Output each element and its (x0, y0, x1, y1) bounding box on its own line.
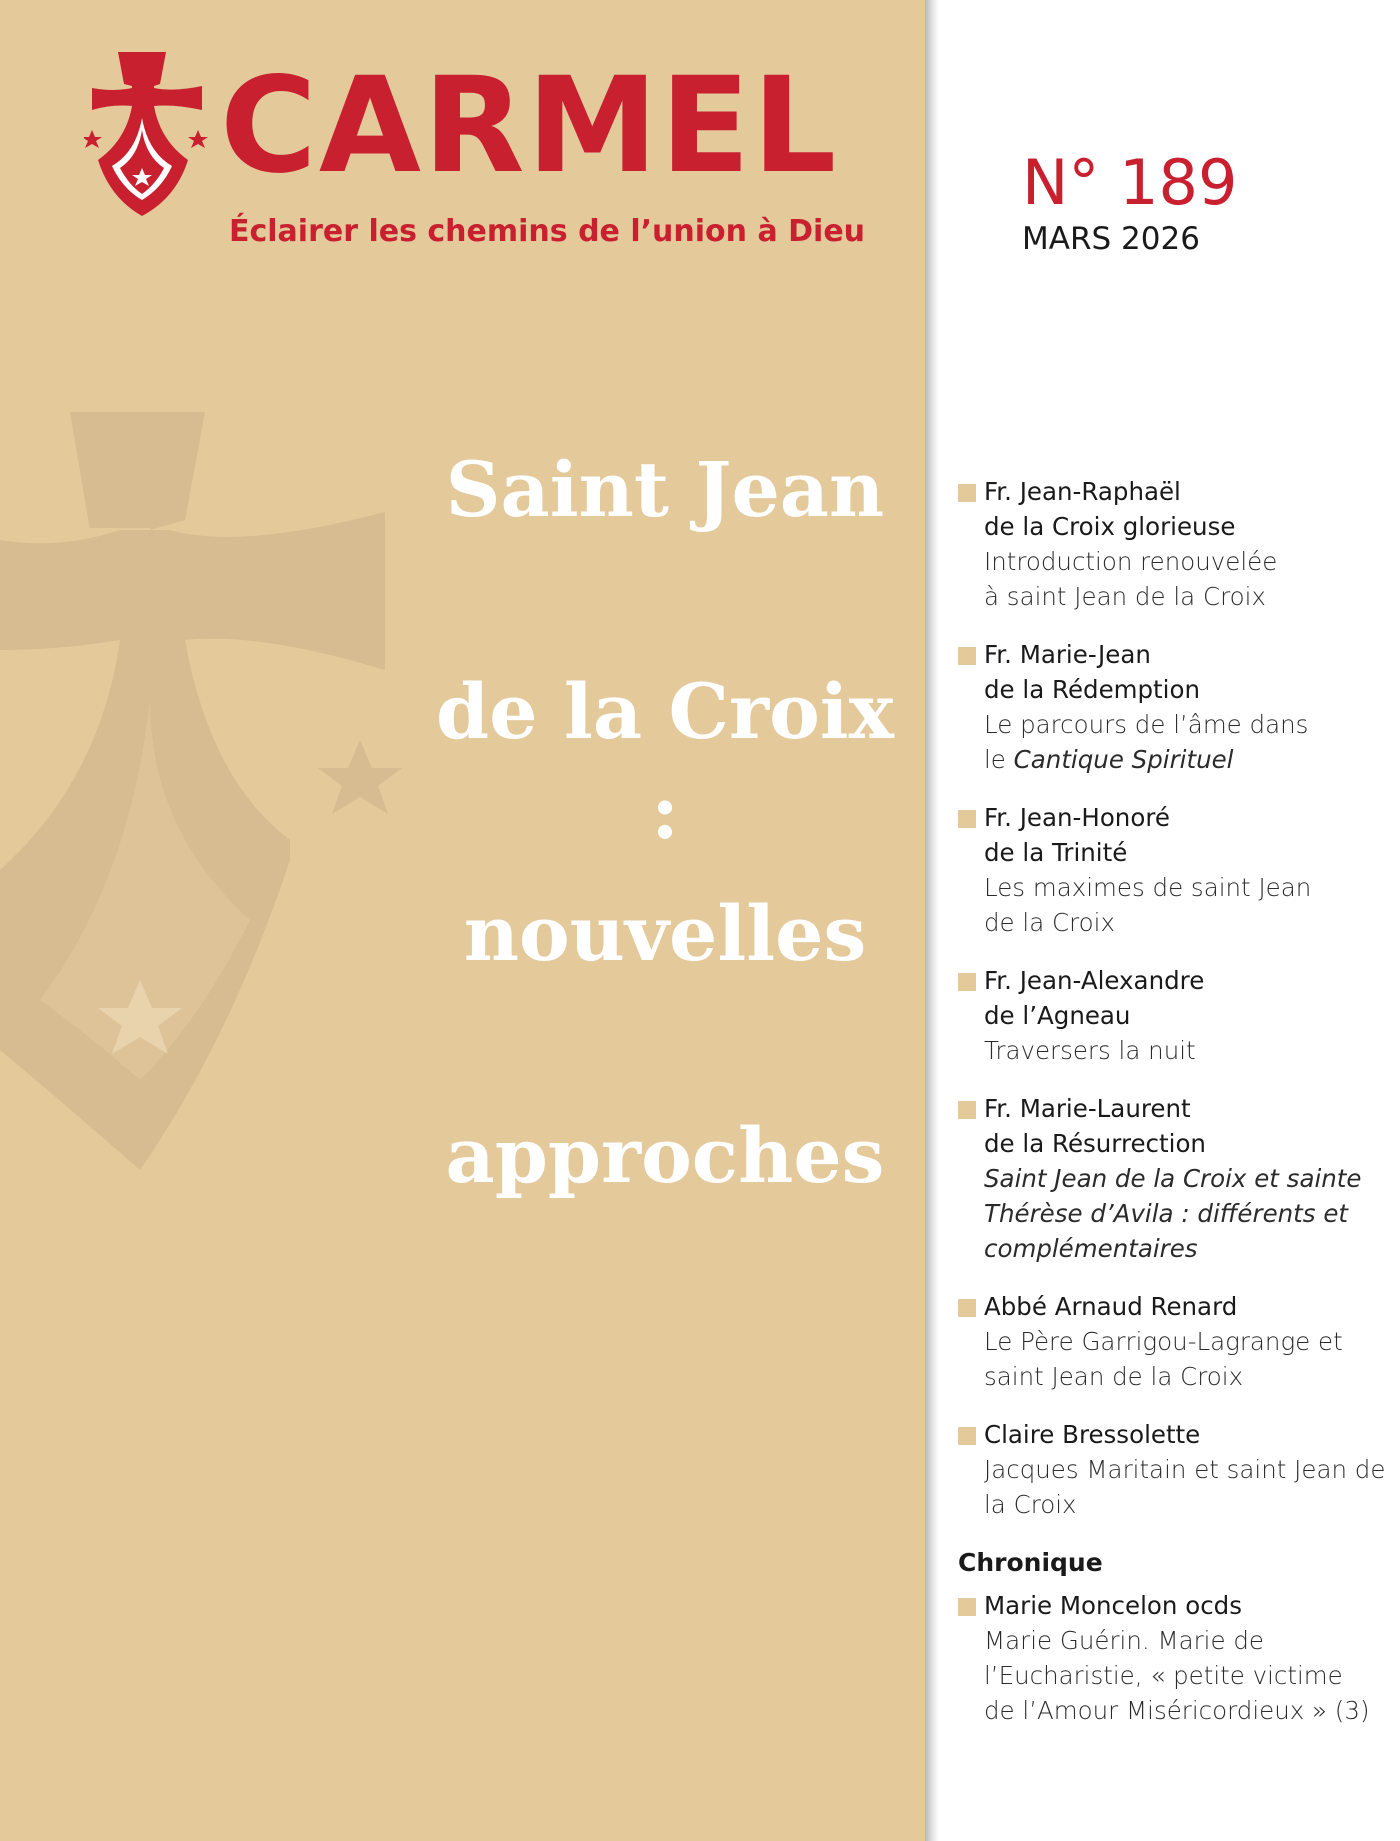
cover-title-line: de la Croix : (436, 667, 894, 856)
cover-title-line: nouvelles (463, 889, 867, 978)
toc-author: de la Croix glorieuse (984, 512, 1236, 541)
square-bullet-icon (958, 647, 976, 665)
toc-article-title: Saint Jean de la Croix et sainte (984, 1164, 1362, 1193)
toc-article-title: Le parcours de l’âme dans (984, 710, 1309, 739)
toc-article-title: Les maximes de saint Jean (984, 873, 1312, 902)
cover-title-line: Saint Jean (445, 445, 885, 534)
toc-article-title: saint Jean de la Croix (984, 1362, 1244, 1391)
toc-article-title: Thérèse d’Avila : différents et (984, 1199, 1349, 1228)
toc-article-title: Marie Guérin. Marie de (984, 1626, 1264, 1655)
toc-article-italic: Cantique Spirituel (1013, 745, 1234, 774)
toc-author: Fr. Marie-Laurent (984, 1094, 1191, 1123)
table-of-contents (958, 474, 1388, 1751)
issue-date: MARS 2026 (1022, 221, 1200, 257)
square-bullet-icon (958, 810, 976, 828)
square-bullet-icon (958, 1427, 976, 1445)
toc-entry (958, 1417, 1388, 1522)
toc-article-title: Jacques Maritain et saint Jean de (984, 1455, 1386, 1484)
toc-author: Abbé Arnaud Renard (984, 1292, 1238, 1321)
toc-article-title: la Croix (984, 1490, 1077, 1519)
toc-article-title: complémentaires (984, 1234, 1198, 1263)
toc-section-heading: Chronique (958, 1548, 1103, 1577)
toc-entry (958, 963, 1388, 1068)
toc-author: Fr. Marie-Jean (984, 640, 1151, 669)
issue-number: N° 189 (1022, 146, 1238, 219)
toc-article-title: à saint Jean de la Croix (984, 582, 1266, 611)
toc-article-title: Le Père Garrigou-Lagrange et (984, 1327, 1343, 1356)
toc-article-title: de l’Amour Miséricordieux » (3) (984, 1696, 1370, 1725)
toc-article-title: de la Croix (984, 908, 1115, 937)
square-bullet-icon (958, 1101, 976, 1119)
toc-author: de la Rédemption (984, 675, 1200, 704)
cover-title-line: approches (445, 1111, 885, 1200)
panel-divider-shadow (925, 0, 939, 1841)
toc-article-prefix: le (984, 745, 1014, 774)
carmel-shield-watermark-icon (0, 400, 430, 1180)
toc-article-title: Introduction renouvelée (984, 547, 1278, 576)
toc-author: Fr. Jean-Alexandre (984, 966, 1205, 995)
square-bullet-icon (958, 484, 976, 502)
toc-author: de la Résurrection (984, 1129, 1206, 1158)
carmel-logo-icon (84, 48, 209, 218)
toc-author: Fr. Jean-Raphaël (984, 477, 1181, 506)
cover-title (430, 440, 900, 1328)
toc-article-title: Traversers la nuit (984, 1036, 1196, 1065)
toc-author: Claire Bressolette (984, 1420, 1201, 1449)
toc-author: de l’Agneau (984, 1001, 1131, 1030)
square-bullet-icon (958, 973, 976, 991)
toc-entry (958, 1289, 1388, 1394)
toc-author: de la Trinité (984, 838, 1128, 867)
square-bullet-icon (958, 1598, 976, 1616)
toc-entry (958, 800, 1388, 940)
toc-author: Fr. Jean-Honoré (984, 803, 1170, 832)
square-bullet-icon (958, 1299, 976, 1317)
magazine-tagline: Éclairer les chemins de l’union à Dieu (229, 214, 866, 249)
toc-author: Marie Moncelon ocds (984, 1591, 1242, 1620)
toc-entry (958, 474, 1388, 614)
toc-article-title (984, 742, 1388, 777)
toc-article-title: l’Eucharistie, « petite victime (984, 1661, 1343, 1690)
toc-entry (958, 1091, 1388, 1266)
toc-entry (958, 637, 1388, 777)
toc-entry (958, 1588, 1388, 1728)
magazine-brand: CARMEL (220, 49, 839, 203)
